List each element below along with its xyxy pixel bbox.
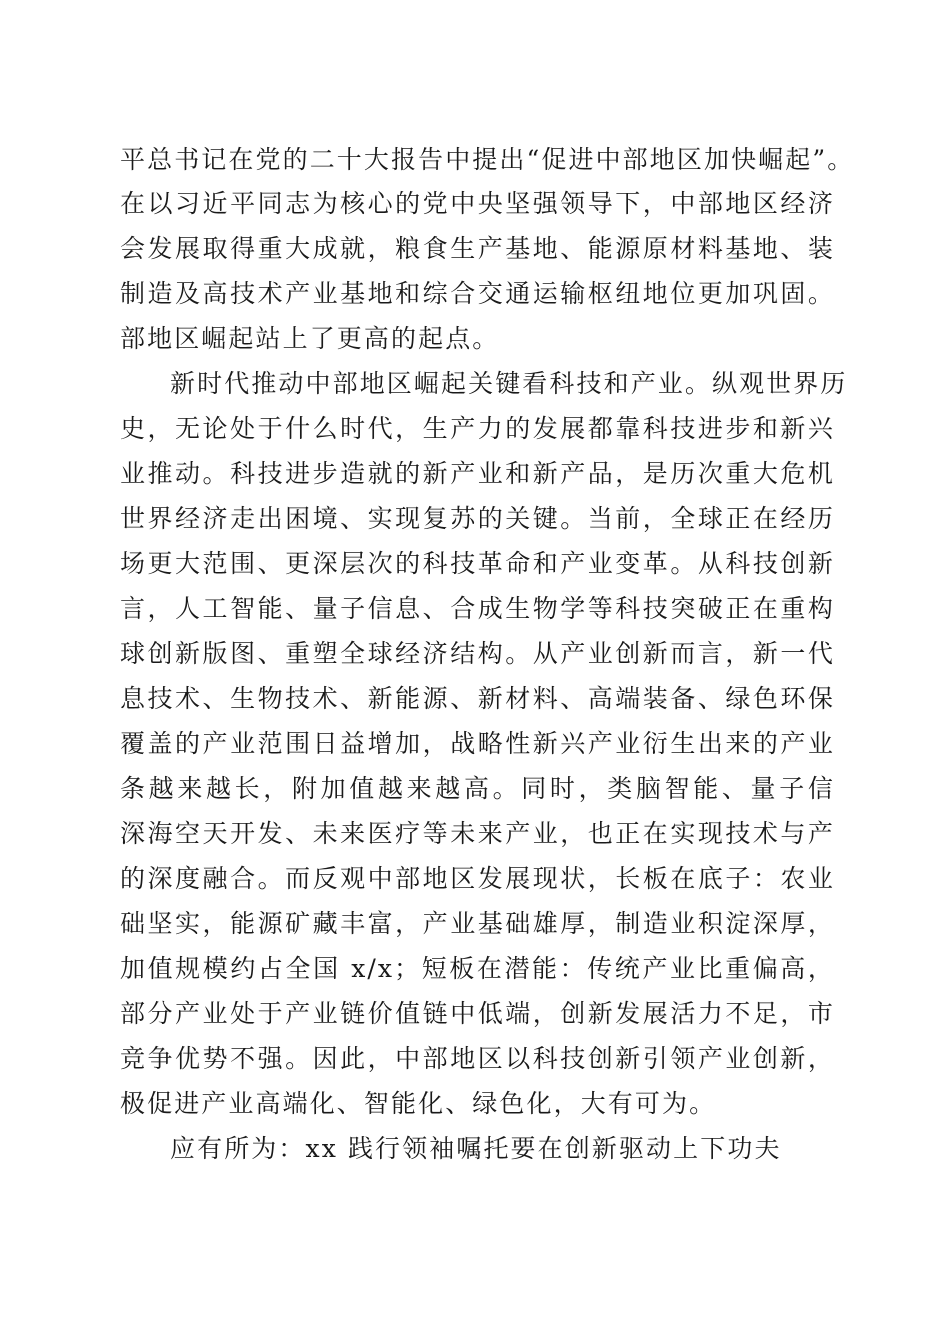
text-line: 加值规模约占全国 x/x；短板在潜能：传统产业比重偏高， <box>120 954 835 983</box>
text-line: 础坚实，能源矿藏丰富，产业基础雄厚，制造业积淀深厚， <box>120 909 835 938</box>
text-line: 条越来越长，附加值越来越高。同时，类脑智能、量子信 <box>120 774 835 803</box>
text-line: 在以习近平同志为核心的党中央坚强领导下，中部地区经济 <box>120 189 835 218</box>
text-line: 言，人工智能、量子信息、合成生物学等科技突破正在重构 <box>120 594 835 623</box>
text-line: 制造及高技术产业基地和综合交通运输枢纽地位更加巩固。 <box>120 279 835 308</box>
text-line: 息技术、生物技术、新能源、新材料、高端装备、绿色环保 <box>120 684 835 713</box>
text-line: 部分产业处于产业链价值链中低端，创新发展活力不足，市 <box>120 999 835 1028</box>
text-line: 深海空天开发、未来医疗等未来产业，也正在实现技术与产 <box>120 819 835 848</box>
text-line: 场更大范围、更深层次的科技革命和产业变革。从科技创新 <box>120 549 835 578</box>
text-line: 的深度融合。而反观中部地区发展现状，长板在底子：农业 <box>120 864 835 893</box>
text-line: 平总书记在党的二十大报告中提出“促进中部地区加快崛起”。 <box>120 145 855 174</box>
text-line: 会发展取得重大成就，粮食生产基地、能源原材料基地、装 <box>120 234 835 263</box>
text-line: 覆盖的产业范围日益增加，战略性新兴产业衍生出来的产业 <box>120 729 835 758</box>
text-line: 部地区崛起站上了更高的起点。 <box>120 324 500 353</box>
text-line: 竞争优势不强。因此，中部地区以科技创新引领产业创新， <box>120 1044 835 1073</box>
text-line: 史，无论处于什么时代，生产力的发展都靠科技进步和新兴 <box>120 414 835 443</box>
text-line: 极促进产业高端化、智能化、绿色化，大有可为。 <box>120 1089 717 1118</box>
paragraph-first-line: 新时代推动中部地区崛起关键看科技和产业。纵观世界历 <box>170 369 848 398</box>
section-heading: 应有所为：xx 践行领袖嘱托要在创新驱动上下功夫 <box>170 1134 782 1163</box>
text-line: 业推动。科技进步造就的新产业和新产品，是历次重大危机 <box>120 459 835 488</box>
text-line: 世界经济走出困境、实现复苏的关键。当前，全球正在经历 <box>120 504 835 533</box>
text-line: 球创新版图、重塑全球经济结构。从产业创新而言，新一代 <box>120 639 835 668</box>
